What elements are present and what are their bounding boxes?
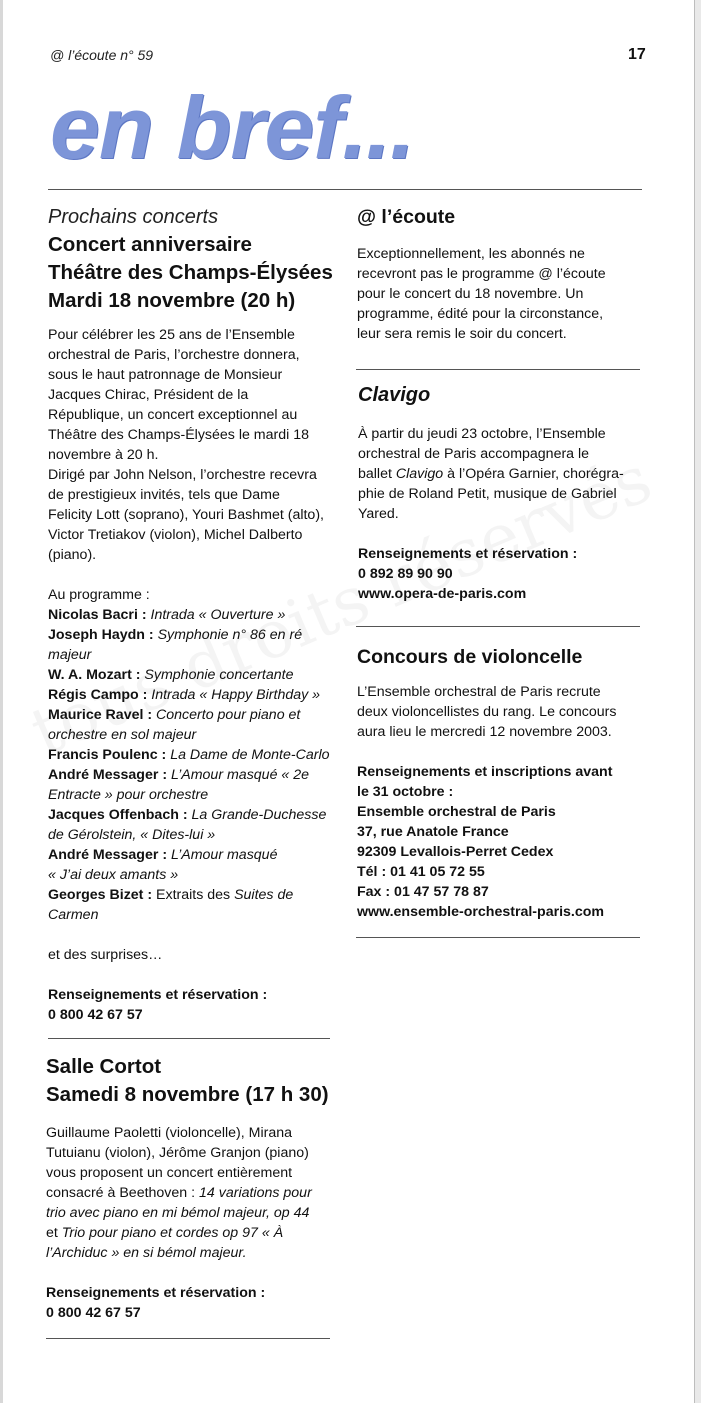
- body-line: Victor Tretiakov (violon), Michel Dalberto: [48, 527, 303, 543]
- info-line: Ensemble orchestral de Paris: [357, 804, 556, 820]
- body-line: République, un concert exceptionnel au: [48, 407, 298, 423]
- program-item: [48, 805, 338, 825]
- text-run: Maurice Ravel :: [48, 707, 157, 723]
- info-label: Renseignements et réservation :: [46, 1285, 266, 1301]
- heading-line: Samedi 8 novembre (17 h 30): [46, 1083, 329, 1106]
- ecoute-body: [357, 244, 647, 344]
- text-run: Nicolas Bacri :: [48, 607, 151, 623]
- body-line: L’Ensemble orchestral de Paris recrute: [357, 684, 601, 700]
- program-item: [48, 905, 338, 925]
- ecoute-section: [357, 204, 647, 344]
- page-title: en bref...: [50, 78, 414, 177]
- text-run: Joseph Haydn :: [48, 627, 158, 643]
- concert1-heading: [48, 231, 338, 315]
- concours-info: [357, 762, 647, 922]
- closing-text: et des surprises…: [48, 947, 163, 963]
- program-item: [48, 625, 338, 645]
- text-run: W. A. Mozart :: [48, 667, 145, 683]
- concert2-section: [46, 1053, 336, 1323]
- info-line: 92309 Levallois-Perret Cedex: [357, 844, 554, 860]
- section-rule: [356, 937, 640, 938]
- body-line: Pour célébrer les 25 ans de l’Ensemble: [48, 327, 295, 343]
- text-run: Extraits des: [156, 887, 235, 903]
- program-item: [48, 845, 338, 865]
- body-line: [46, 1143, 336, 1163]
- info-line: 0 892 89 90 90: [358, 566, 453, 582]
- text-run: majeur: [48, 647, 92, 663]
- concours-body: [357, 682, 647, 742]
- text-run: trio avec piano en mi bémol majeur, op 44: [46, 1205, 310, 1221]
- text-run: « J’ai deux amants »: [48, 867, 179, 883]
- program-item: [48, 665, 338, 685]
- text-run: 14 variations pour: [199, 1185, 312, 1201]
- program-item: [48, 865, 338, 885]
- info-line: Renseignements et réservation :: [358, 546, 578, 562]
- text-run: à l’Opéra Garnier, chorégra-: [443, 466, 624, 482]
- info-phone: 0 800 42 67 57: [46, 1305, 141, 1321]
- info-line: le 31 octobre :: [357, 784, 454, 800]
- body-line: aura lieu le mercredi 12 novembre 2003.: [357, 724, 612, 740]
- heading-line: Théâtre des Champs-Élysées: [48, 261, 333, 284]
- text-run: La Grande-Duchesse: [191, 807, 327, 823]
- program-item: [48, 705, 338, 725]
- body-line: [358, 424, 648, 444]
- clavigo-info: [358, 544, 648, 604]
- body-line: Exceptionnellement, les abonnés ne: [357, 246, 585, 262]
- program-item: [48, 825, 338, 845]
- text-run: L’Amour masqué « 2e: [171, 767, 310, 783]
- left-column: [48, 203, 338, 1025]
- body-line: [46, 1223, 336, 1243]
- body-line: deux violoncellistes du rang. Le concours: [357, 704, 617, 720]
- concours-heading: Concours de violoncelle: [357, 646, 583, 668]
- text-run: André Messager :: [48, 767, 171, 783]
- program-item: [48, 885, 338, 905]
- info-label: Renseignements et réservation :: [48, 987, 268, 1003]
- program-item: [48, 725, 338, 745]
- program-item: [48, 605, 338, 625]
- body-line: Théâtre des Champs-Élysées le mardi 18: [48, 427, 310, 443]
- program-item: [48, 745, 338, 765]
- body-line: [46, 1243, 336, 1263]
- body-line: leur sera remis le soir du concert.: [357, 326, 567, 342]
- body-line: Felicity Lott (soprano), Youri Bashmet (alto),: [48, 507, 324, 523]
- info-line: www.opera-de-paris.com: [358, 586, 527, 602]
- text-run: Symphonie concertante: [144, 667, 294, 683]
- info-phone: 0 800 42 67 57: [48, 1007, 143, 1023]
- heading-line: Salle Cortot: [46, 1055, 162, 1078]
- title-rule: [48, 189, 642, 190]
- section-rule: [356, 369, 640, 370]
- section-rule: [356, 626, 640, 627]
- program-item: [48, 765, 338, 785]
- body-line: [358, 504, 648, 524]
- text-run: de Gérolstein, « Dites-lui »: [48, 827, 216, 843]
- info-line: Fax : 01 47 57 78 87: [357, 884, 489, 900]
- info-line: Renseignements et inscriptions avant: [357, 764, 613, 780]
- program-item: [48, 785, 338, 805]
- body-line: [358, 444, 648, 464]
- page-number: 17: [628, 46, 646, 63]
- body-line: [46, 1123, 336, 1143]
- section-rule: [48, 1038, 330, 1039]
- text-run: consacré à Beethoven :: [46, 1185, 200, 1201]
- body-line: [358, 464, 648, 484]
- text-run: L’Amour masqué: [171, 847, 278, 863]
- text-run: Guillaume Paoletti (violoncelle), Mirana: [46, 1125, 293, 1141]
- text-run: et: [46, 1225, 62, 1241]
- body-line: programme, édité pour la circonstance,: [357, 306, 604, 322]
- text-run: Entracte » pour orchestre: [48, 787, 209, 803]
- body-line: Jacques Chirac, Président de la: [48, 387, 249, 403]
- program-item: [48, 685, 338, 705]
- text-run: Tutuianu (violon), Jérôme Granjon (piano): [46, 1145, 309, 1161]
- body-line: Dirigé par John Nelson, l’orchestre recevra: [48, 467, 317, 483]
- body-line: sous le haut patronnage de Monsieur: [48, 367, 283, 383]
- heading-line: Concert anniversaire: [48, 233, 252, 256]
- text-run: vous proposent un concert entièrement: [46, 1165, 293, 1181]
- clavigo-section: [358, 382, 648, 604]
- text-run: phie de Roland Petit, musique de Gabriel: [358, 486, 617, 502]
- info-line: Tél : 01 41 05 72 55: [357, 864, 485, 880]
- body-line: pour le concert du 18 novembre. Un: [357, 286, 584, 302]
- info-line: 37, rue Anatole France: [357, 824, 509, 840]
- text-run: Trio pour piano et cordes op 97 « À: [61, 1225, 284, 1241]
- body-line: novembre à 20 h.: [48, 447, 159, 463]
- text-run: Régis Campo :: [48, 687, 152, 703]
- info-line: www.ensemble-orchestral-paris.com: [357, 904, 605, 920]
- concert1-body: [48, 325, 338, 565]
- page-right-edge: [694, 0, 701, 1403]
- concours-section: [357, 644, 647, 922]
- text-run: Jacques Offenbach :: [48, 807, 192, 823]
- body-line: [358, 484, 648, 504]
- body-line: [46, 1163, 336, 1183]
- body-line: [46, 1203, 336, 1223]
- body-line: (piano).: [48, 547, 97, 563]
- section-rule: [46, 1338, 330, 1339]
- text-run: Georges Bizet :: [48, 887, 157, 903]
- clavigo-body: [358, 424, 648, 524]
- text-run: Intrada « Happy Birthday »: [151, 687, 321, 703]
- text-run: orchestre en sol majeur: [48, 727, 197, 743]
- text-run: Suites de: [234, 887, 294, 903]
- body-line: recevront pas le programme @ l’écoute: [357, 266, 606, 282]
- program-list: [48, 605, 338, 925]
- text-run: Concerto pour piano et: [156, 707, 301, 723]
- clavigo-heading: Clavigo: [358, 384, 431, 406]
- body-line: orchestral de Paris, l’orchestre donnera,: [48, 347, 300, 363]
- text-run: Intrada « Ouverture »: [150, 607, 286, 623]
- text-run: Symphonie n° 86 en ré: [157, 627, 303, 643]
- section-kicker: Prochains concerts: [48, 206, 219, 228]
- text-run: André Messager :: [48, 847, 171, 863]
- program-item: [48, 645, 338, 665]
- body-line: de prestigieux invités, tels que Dame: [48, 487, 280, 503]
- text-run: orchestral de Paris accompagnera le: [358, 446, 590, 462]
- ecoute-heading: @ l’écoute: [357, 206, 456, 228]
- text-run: ballet: [358, 466, 396, 482]
- text-run: Yared.: [358, 506, 399, 522]
- text-run: À partir du jeudi 23 octobre, l’Ensemble: [358, 426, 606, 442]
- program-label: Au programme :: [48, 587, 150, 603]
- heading-line: Mardi 18 novembre (20 h): [48, 289, 296, 312]
- page-left-edge: [0, 0, 3, 1403]
- body-line: [46, 1183, 336, 1203]
- text-run: La Dame de Monte-Carlo: [170, 747, 330, 763]
- issue-label: @ l’écoute n° 59: [50, 47, 154, 63]
- text-run: Francis Poulenc :: [48, 747, 171, 763]
- concert2-body: [46, 1123, 336, 1263]
- text-run: l’Archiduc » en si bémol majeur.: [46, 1245, 247, 1261]
- text-run: Clavigo: [395, 466, 444, 482]
- text-run: Carmen: [48, 907, 99, 923]
